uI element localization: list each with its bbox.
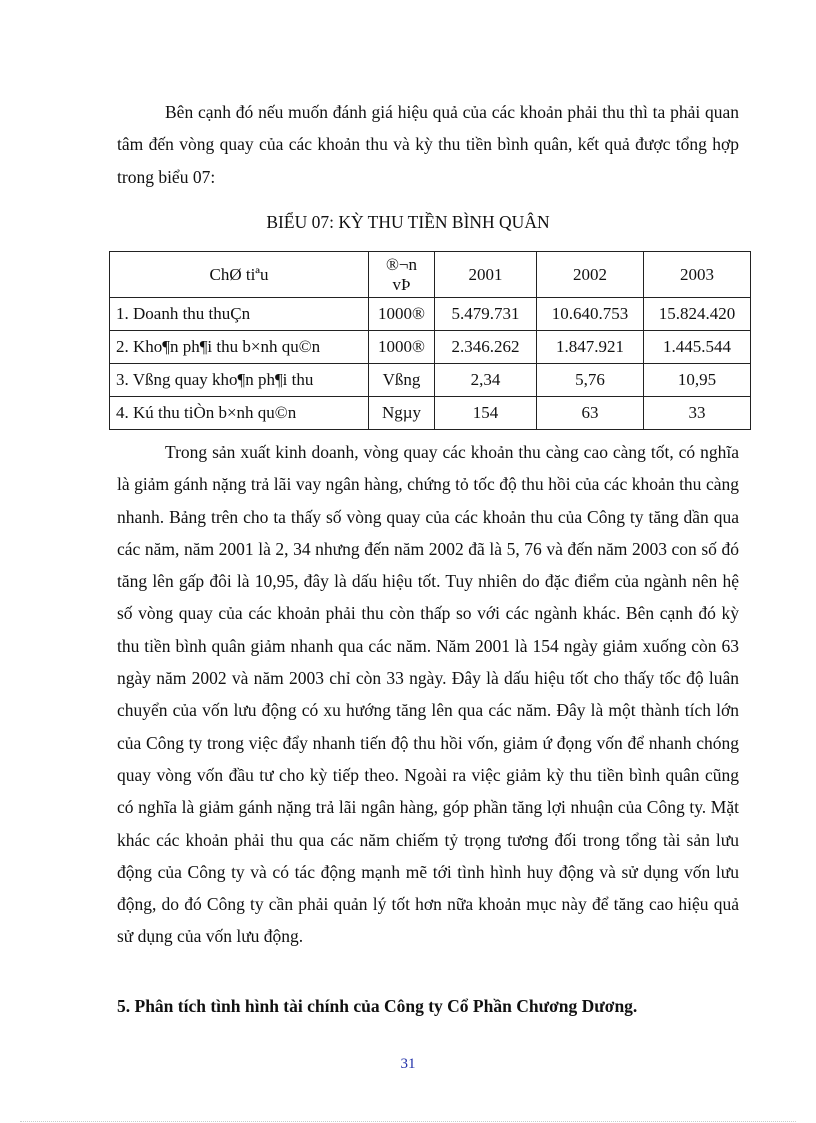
row-value-2003: 33 xyxy=(644,397,751,430)
row-value-2001: 2.346.262 xyxy=(435,331,537,364)
row-value-2001: 5.479.731 xyxy=(435,298,537,331)
table-row xyxy=(110,298,751,331)
row-unit: 1000® xyxy=(369,298,435,331)
row-unit: Vßng xyxy=(369,364,435,397)
header-unit-line1: ®¬n xyxy=(385,254,417,274)
row-name: 2. Kho¶n ph¶i thu b×nh qu©n xyxy=(110,331,369,364)
header-indicator: ChØ tiªu xyxy=(110,252,369,298)
row-value-2001: 2,34 xyxy=(435,364,537,397)
header-unit xyxy=(369,252,435,298)
row-unit: 1000® xyxy=(369,331,435,364)
intro-paragraph: Bên cạnh đó nếu muốn đánh giá hiệu quả của các khoản phải thu thì ta phải quan tâm đến vòng quay của các khoản thu và kỳ thu tiền bình quân, kết quả được tổng hợp trong biểu 07: xyxy=(117,102,739,187)
table-caption: BIỂU 07: KỲ THU TIỀN BÌNH QUÂN xyxy=(266,212,550,232)
row-value-2002: 5,76 xyxy=(537,364,644,397)
row-name: 3. Vßng quay kho¶n ph¶i thu xyxy=(110,364,369,397)
header-unit-line2: vÞ xyxy=(392,274,411,294)
row-value-2003: 10,95 xyxy=(644,364,751,397)
row-value-2002: 10.640.753 xyxy=(537,298,644,331)
header-2001: 2001 xyxy=(435,252,537,298)
table-row xyxy=(110,331,751,364)
table-row xyxy=(110,364,751,397)
header-2002: 2002 xyxy=(537,252,644,298)
row-name: 4. Kú thu tiÒn b×nh qu©n xyxy=(110,397,369,430)
receivables-table xyxy=(109,251,751,430)
table-header-row xyxy=(110,252,751,298)
page-number: 31 xyxy=(400,1056,416,1072)
row-value-2002: 1.847.921 xyxy=(537,331,644,364)
row-unit: Ngµy xyxy=(369,397,435,430)
row-value-2002: 63 xyxy=(537,397,644,430)
header-2003: 2003 xyxy=(644,252,751,298)
section-heading: 5. Phân tích tình hình tài chính của Công ty Cổ Phần Chương Dương. xyxy=(117,996,638,1016)
table-row xyxy=(110,397,751,430)
row-value-2003: 15.824.420 xyxy=(644,298,751,331)
analysis-paragraph: Trong sản xuất kinh doanh, vòng quay các khoản thu càng cao càng tốt, có nghĩa là giảm gánh nặng trả lãi vay ngân hàng, chứng tỏ tốc độ thu hồi của các khoản thu càng nhanh. Bảng trên cho ta thấy số vòng quay của các khoản thu của Công ty tăng dần qua các năm, năm 2001 là 2, 34 nhưng đến năm 2002 đã là 5, 76 và đến năm 2003 con số đó tăng lên gấp đôi là 10,95, đây là dấu hiệu tốt. Tuy nhiên do đặc điểm của ngành nên hệ số vòng quay của các khoản phải thu còn thấp so với các ngành khác. Bên cạnh đó kỳ thu tiền bình quân giảm nhanh qua các năm. Năm 2001 là 154 ngày giảm xuống còn 63 ngày năm 2002 và năm 2003 chỉ còn 33 ngày. Đây là dấu hiệu tốt cho thấy tốc độ luân chuyển của vốn lưu động có xu hướng tăng lên qua các năm. Đây là một thành tích lớn của Công ty trong việc đẩy nhanh tiến độ thu hồi vốn, giảm ứ đọng vốn để nhanh chóng quay vòng vốn đầu tư cho kỳ tiếp theo. Ngoài ra việc giảm kỳ thu tiền bình quân cũng có nghĩa là giảm gánh nặng trả lãi ngân hàng, góp phần tăng lợi nhuận của Công ty. Mặt khác các khoản phải thu qua các năm chiếm tỷ trọng tương đối trong tổng tài sản lưu động của Công ty và có tác động mạnh mẽ tới tình hình huy động và sử dụng vốn lưu động, do đó Công ty cần phải quản lý tốt hơn nữa khoản mục này để tăng cao hiệu quả sử dụng của vốn lưu động. xyxy=(117,442,739,947)
row-value-2001: 154 xyxy=(435,397,537,430)
footer-divider xyxy=(20,1121,796,1122)
row-value-2003: 1.445.544 xyxy=(644,331,751,364)
row-name: 1. Doanh thu thuÇn xyxy=(110,298,369,331)
